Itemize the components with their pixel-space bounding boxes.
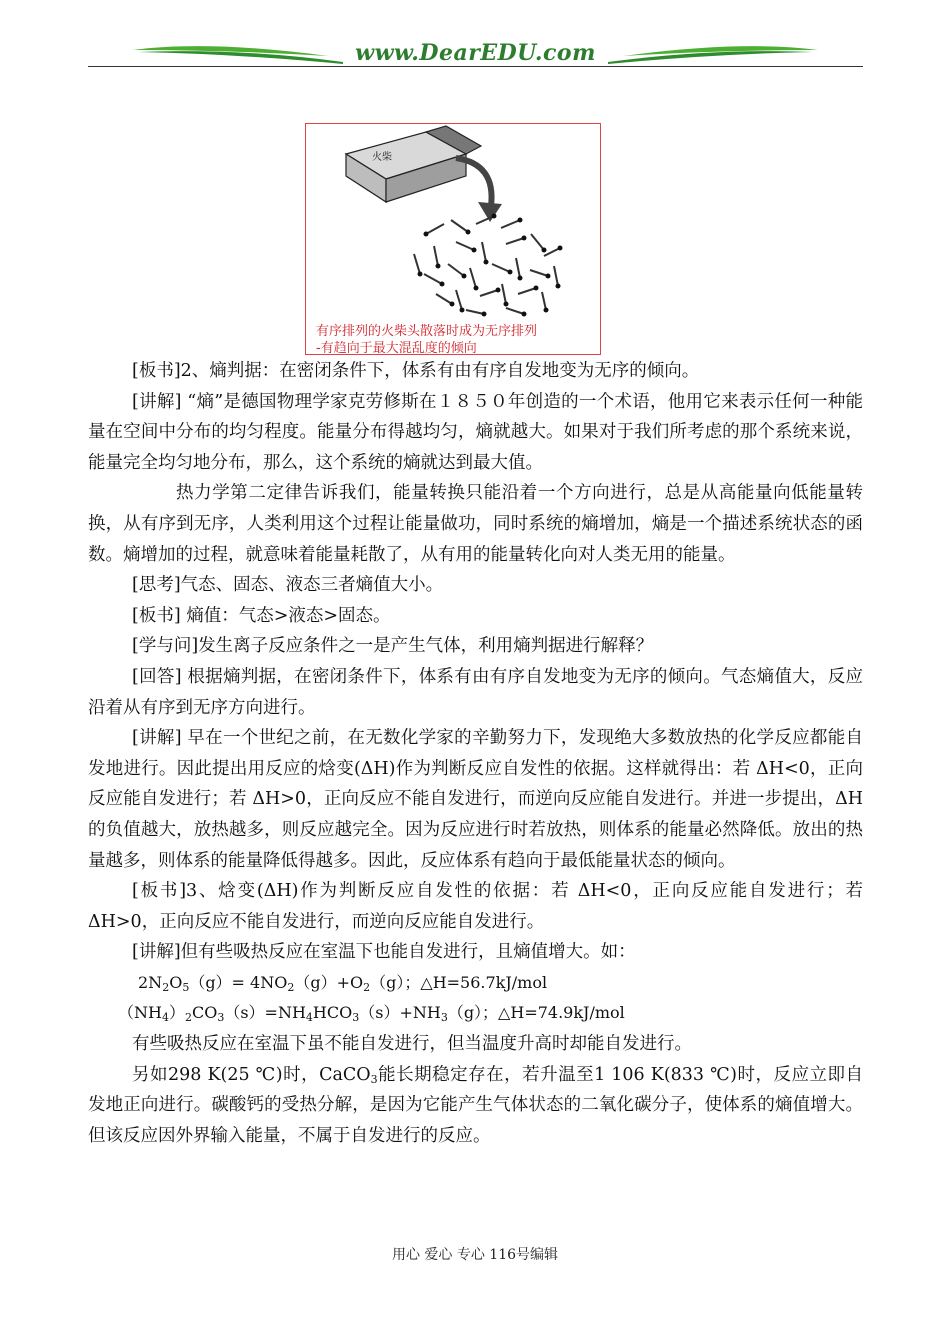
header-divider xyxy=(88,66,863,67)
document-body xyxy=(88,356,863,1151)
figure-caption-line1: 有序排列的火柴头散落时成为无序排列 xyxy=(316,324,538,339)
paragraph: [板书]3、焓变(ΔH)作为判断反应自发性的依据：若 ΔH<0，正向反应能自发进行；若 ΔH>0，正向反应不能自发进行，而逆向反应能自发进行。 xyxy=(88,881,863,932)
paragraph: 热力学第二定律告诉我们，能量转换只能沿着一个方向进行，总是从高能量向低能量转换，从有序到无序，人类利用这个过程让能量做功，同时系统的熵增加，熵是一个描述系统状态的函数。熵增加的过程，就意味着能量耗散了，从有用的能量转化向对人类无用的能量。 xyxy=(88,483,863,565)
site-url: www.DearEDU.com xyxy=(355,40,596,66)
matchbox-label: 火柴 xyxy=(372,152,392,163)
match-heads xyxy=(418,214,563,317)
paragraph: [板书]2、熵判据：在密闭条件下，体系有由有序自发地变为无序的倾向。 xyxy=(132,361,700,381)
paragraph: [思考]气态、固态、液态三者熵值大小。 xyxy=(132,575,444,596)
site-header xyxy=(88,36,863,70)
paragraph: [板书] 熵值：气态>液态>固态。 xyxy=(132,605,391,626)
paragraph: 另如298 K(25 ℃)时，CaCO$_3$能长期稳定存在，若升温至1 106 K(833 ℃)时，反应立即自发地正向进行。碳酸钙的受热分解，是因为它能产生气体状态的二氧化碳分子，使体系的熵值增大。但该反应因外界输入能量，不属于自发进行的反应。 xyxy=(88,1064,863,1146)
paragraph: [讲解]但有些吸热反应在室温下也能自发进行，且熵值增大。如： xyxy=(132,942,636,963)
equation-nh4-2co3: $(NH_4)_2CO_3(s)=NH_4HCO_3(s)+NH_3(g)$；△H=74.9kJ/mol xyxy=(118,1003,625,1025)
equation-n2o5: $2N_2O_5(g)= 4NO_2(g)+O_2(g)$；△H=56.7kJ/mol xyxy=(138,972,548,994)
paragraph: [讲解] 早在一个世纪之前，在无数化学家的辛勤努力下，发现绝大多数放热的化学反应都能自发地进行。因此提出用反应的焓变(ΔH)作为判断反应自发性的依据。这样就得出：若 ΔH<0，正向反应能自发进行；若 ΔH>0，正向反应不能自发进行，而逆向反应能自发进行。并进一步提出，ΔH的负值越大，放热越多，则反应越完全。因为反应进行时若放热，则体系的能量必然降低。放出的热量越多，则体系的能量降低得越多。因此，反应体系有趋向于最低能量状态的倾向。 xyxy=(88,728,863,871)
paragraph: 有些吸热反应在室温下虽不能自发进行，但当温度升高时却能自发进行。 xyxy=(132,1034,692,1055)
paragraph: [讲解] “熵”是德国物理学家克劳修斯在１８５０年创造的一个术语，他用它来表示任何一种能量在空间中分布的均匀程度。能量分布得越均匀，熵就越大。如果对于我们所考虑的那个系统来说，能量完全均匀地分布，那么，这个系统的熵就达到最大值。 xyxy=(88,391,863,473)
matches-figure xyxy=(305,123,601,355)
paragraph: [学与问]发生离子反应条件之一是产生气体，利用熵判据进行解释？ xyxy=(132,636,654,657)
figure-caption-line2: -有趋向于最大混乱度的倾向 xyxy=(316,341,477,356)
paragraph: [回答] 根据熵判据，在密闭条件下，体系有由有序自发地变为无序的倾向。气态熵值大，反应沿着从有序到无序方向进行。 xyxy=(88,666,863,718)
matchbox xyxy=(346,126,481,202)
page-footer: 用心 爱心 专心 116号编辑 xyxy=(391,1247,559,1263)
